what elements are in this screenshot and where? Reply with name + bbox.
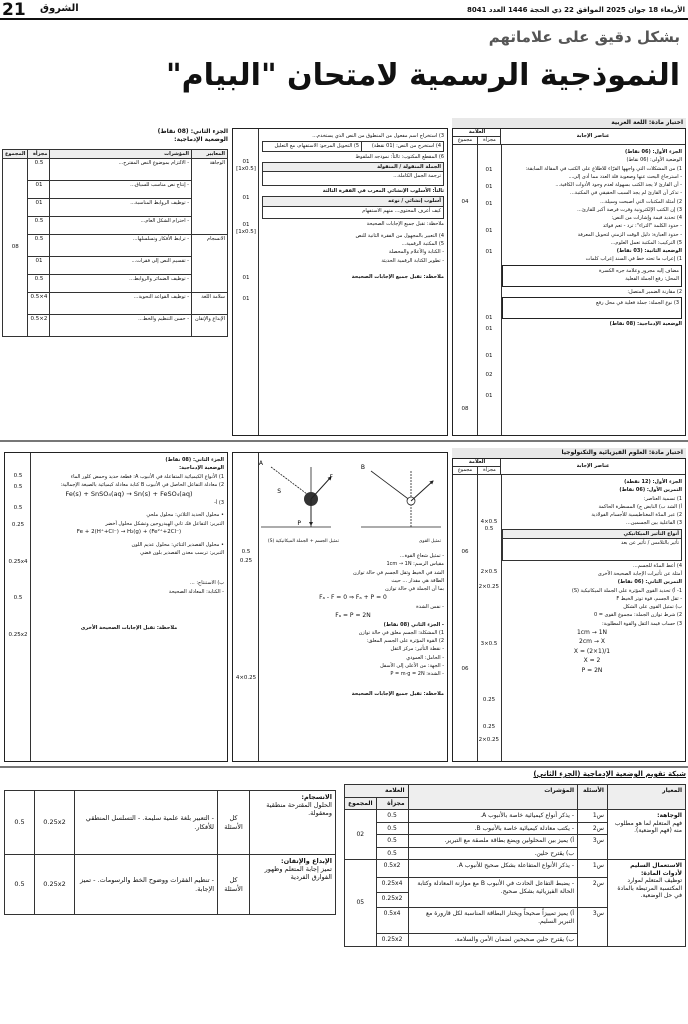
grading-mark: 0.5 <box>28 235 50 257</box>
mark: 0.25 <box>239 557 253 564</box>
grid-indicator: - تنظيم الفقرات ووضوح الخط والرسومات. - تميز الإجابة. <box>75 855 218 915</box>
mark: 0.5 <box>13 483 23 490</box>
mid-line: - الجهة: من الأعلى إلى الأسفل <box>380 662 444 669</box>
grid-main <box>344 784 686 947</box>
left-line: 2) معادلة التفاعل الحاصل في الأنبوب B كتابة معادلة كيميائية بالصيغة الإجمالية: <box>60 481 224 488</box>
mark: 0.5 <box>13 473 23 479</box>
mid-line: 2) القوة المؤثرة على الجسم المعلق: <box>366 638 444 644</box>
mid-line: - الشدة: P = m·g = 2N <box>390 671 444 677</box>
physics-partial-header: مجزأة <box>477 467 501 475</box>
grid-indicator: أ) يميز بين المحلولين ويضع بطاقة ملصقة مع التبرير. <box>408 835 577 848</box>
grid-mark: 0.5x2 <box>376 860 408 878</box>
mark: [1x0.5] <box>236 228 256 235</box>
physics-answer-lines <box>502 479 682 676</box>
grading-mark: 0.5 <box>28 217 50 235</box>
physics-total-header: مجموع <box>453 467 477 475</box>
grading-header: مجزأة <box>28 150 50 159</box>
force-diagram <box>258 457 445 543</box>
grading-header: المجموع <box>3 150 28 159</box>
grid-question: س3 <box>578 908 608 947</box>
label-a: A <box>258 460 263 467</box>
physics-left-column <box>4 452 228 762</box>
grid-criterion: الانسجام: الحلول المقترحة منطقية ومعقولة. <box>250 791 336 855</box>
left-equation: Fe + 2(H⁺+Cl⁻) → H₂(g) + (Fe²⁺+2Cl⁻) <box>76 528 182 535</box>
physics-left-marks <box>7 473 29 639</box>
mark: 0.25×2 <box>478 583 499 590</box>
physics-calc: 1cm → 1N <box>576 628 608 636</box>
answer-line: - استرجاع البحث عنها وصعوبة قلة العدد مما أدى إلى... <box>568 173 682 180</box>
part1-title: الجزء الأول: (06 نقاط) <box>624 149 682 155</box>
grid-indicator: - يكتب معادلة كيميائية خاصة بالأنبوب B. <box>408 822 577 835</box>
answer-line: الوضعية الأولى: (06 نقاط) <box>626 157 682 164</box>
mid-line: 6) المقطع المكتوب: ثالثاً: نموذجه الملفوظ <box>355 153 444 160</box>
physics-left-lines <box>34 457 224 633</box>
grading-indicator: - احترام الشكل العام... <box>50 217 192 235</box>
answer-line: - حدود الكلمة "الثراء": ترد - تعم فوائد <box>602 223 682 230</box>
answer-line: الوضعية الثانية: (03 نقاط) <box>616 248 682 254</box>
answer-line: 2) أمثلة المكتبات التي أصبحت وسيلة... <box>600 198 682 205</box>
grid-indicator: - التعبير بلغة علمية سليمة. - التسلسل المنطقي للأفكار. <box>75 791 218 855</box>
physics-effect-table <box>502 529 682 561</box>
mid-line: - نفس الشدة <box>416 603 444 610</box>
grid-header: المعيار <box>608 785 686 810</box>
answer-line: 2) مقارنة الضمير المتصل: <box>627 289 682 295</box>
physics-line: 3) حساب قيمة الثقل والقوة المطلوبة: <box>601 620 682 627</box>
evaluation-grid <box>344 784 686 947</box>
left-title: الجزء الثاني: (08 نقاط) <box>157 128 228 135</box>
newspaper-logo: الشروق <box>40 3 79 14</box>
mid-table-1 <box>262 141 444 151</box>
grading-mark: 01 <box>28 181 50 199</box>
total-mark: 04 <box>461 199 469 205</box>
grid-mark: 0.25x2 <box>376 934 408 947</box>
grid-question: س3 <box>578 835 608 860</box>
grading-indicator: - ترابط الأفكار وتسلسلها... <box>50 235 192 257</box>
grid-mark: 0.25x2 <box>376 893 408 908</box>
grading-header: المعايير <box>192 150 228 159</box>
grading-criterion: الإبداع والإتقان <box>192 315 228 337</box>
mid-line: ثالثاً: الأسلوب الإنشائي المعرب في الفقرة الثالثة <box>322 188 444 194</box>
mark: 01 <box>485 183 493 190</box>
mid-line: ملاحظة: تقبل جميع الإجابات الصحيحة <box>351 273 444 280</box>
grid-question: س1 <box>578 810 608 823</box>
grading-indicator: - توظيف الروابط المناسبة... <box>50 199 192 217</box>
grid-total: 02 <box>345 810 377 860</box>
arabic-partial-marks <box>479 159 499 400</box>
grid-criterion: الوجاهة: فهم المتعلم لما هو مطلوب منه (فهم الوضعية). <box>608 810 686 860</box>
mark: 0.25x4 <box>8 558 28 565</box>
mid-line: مقياس الرسم: 1cm → 1N <box>386 561 444 568</box>
grid-header: المجموع <box>345 797 377 810</box>
left-sub: الوضعية الإدماجية: <box>179 465 224 472</box>
physics-calc: X = (2×1)/1 <box>573 647 611 655</box>
mid-line: - الحامل: العمودي <box>406 654 444 661</box>
headline-kicker: بشكل دقيق على علاماتهم <box>488 28 680 46</box>
grid-criterion: الإبداع والإتقان: تميز إجابة المتعلم وظهور الفوارق الفردية <box>250 855 336 915</box>
left-sub: الوضعية الإدماجية: <box>174 135 228 143</box>
mark: 01 <box>485 227 493 234</box>
mid-formula: Fₐ - F = 0 ⇒ Fₐ + P = 0 <box>319 594 387 602</box>
grading-indicator: - حسن التنظيم والخط... <box>50 315 192 337</box>
physics-answer-table <box>452 458 686 762</box>
label-f: F <box>329 474 333 481</box>
grid-indicator: - يذكر الأنواع المتفاعلة بشكل صحيح للأنبوب A. <box>408 860 577 878</box>
arabic-left-column <box>2 128 228 337</box>
mid-line: 4) التعبير بالمجهول من الفقرة الثانية للنص <box>355 232 444 239</box>
evaluation-grid-side <box>4 790 336 915</box>
physics-line: ب) تمثيل القوى على الشكل <box>623 604 682 610</box>
headline-title: النموذجية الرسمية لامتحان "البيام" <box>166 58 680 93</box>
answer-line: - أن القارئ لا يجد الكتب بسهولة لعدم وجود الأدوات الكافية... <box>555 182 682 188</box>
grading-total: 08 <box>3 159 28 337</box>
mid-line: ملاحظة: تقبل جميع الإجابات الصحيحة <box>366 220 444 227</box>
grading-criterion: الانسجام <box>192 235 228 293</box>
grading-indicator: - إنتاج نص مناسب للسياق... <box>50 181 192 199</box>
grid-mark: 0.5 <box>376 835 408 848</box>
arabic-answer-lines <box>502 149 682 330</box>
force-vector-f <box>411 481 433 501</box>
arabic-mid-lines <box>262 133 444 282</box>
grid-mark: 0.25x4 <box>376 878 408 893</box>
mid-cell: الجملة المنقولة / المنقولة <box>263 162 444 171</box>
label-p: P <box>297 520 301 527</box>
arabic-total-marks <box>455 199 475 413</box>
grid-side <box>4 790 336 915</box>
grid-indicator: أ) يميز تمييزاً صحيحاً ويختار البطاقة المناسبة لكل قارورة مع التبرير السليم. <box>408 908 577 934</box>
physics-line: 2) عبر المدّة المغناطيسية للأجسام الفولاذية <box>591 512 682 518</box>
grading-mark: 2×0.5 <box>28 315 50 337</box>
physics-line: 4) أعط المدّة للجسم... <box>632 562 682 569</box>
mid-cell: أسلوب إنشائي / نوعه <box>263 197 444 206</box>
string-line <box>371 471 411 501</box>
grading-mark: 0.5 <box>28 275 50 293</box>
grading-mark: 0.5 <box>28 159 50 181</box>
grid-indicator: ب) يقترح حلين. <box>408 847 577 860</box>
mid-line: - نقطة التأثير: مركز الثقل <box>390 646 444 653</box>
mark: 0.25×2 <box>478 737 499 744</box>
mid-line: الطاقة هي مقدار ... حيث <box>391 577 444 584</box>
label-b: B <box>360 464 365 471</box>
mark: 0.25 <box>11 521 25 528</box>
grading-criterion: سلامة اللغة <box>192 293 228 315</box>
mid-line: 1) المشكلة: الجسم معلق في حالة توازن <box>358 629 444 636</box>
mark: 01 <box>242 194 250 201</box>
grid-header: الأسئلة <box>578 785 608 810</box>
left-equation: Fe(s) + SnSO₄(aq) → Sn(s) + FeSO₄(aq) <box>65 490 193 498</box>
mid-cell: 5) التحويل المرجو: الاستفهام، مع التعليل <box>263 142 362 151</box>
physics-mid-marks <box>235 549 257 682</box>
grid-indicator: - يضبط التفاعل الحادث في الأنبوب B مع موازنة المعادلة وكتابة الحالة الفيزيائية بشكل صحيح. <box>408 878 577 908</box>
answer-line: 4) تحديد قيمة وإشارات من النص: <box>611 215 682 221</box>
mark: 01 <box>485 248 493 255</box>
left-line: 1) الأنواع الكيميائية المتفاعلة في الأنبوب A: قطعة حديد وحمض كلور الماء <box>70 473 224 480</box>
left-line: • محلول الحديد الثلاثي: محلول ملحي <box>146 512 224 519</box>
mark-header: العلامة <box>453 129 501 137</box>
grid-question: س2 <box>578 822 608 835</box>
physics-answer-header: عناصر الإجابة <box>500 459 685 475</box>
grid-mark: 0.5x4 <box>376 908 408 934</box>
answer-line: الوضعية الإدماجية: (08 نقاط) <box>609 321 682 328</box>
mid-line: 3) استخراج اسم مفعول من المنطوق من النص الذي يستخدم... <box>312 133 444 139</box>
physics-cell: تأثير بالتلامس / تأثير عن بعد <box>503 538 682 560</box>
mark: 01 <box>485 353 493 360</box>
grid-mark: 0.25x2 <box>35 855 75 915</box>
left-line: ب) الاستنتاج: ... <box>190 580 224 587</box>
total-mark: 06 <box>461 665 469 672</box>
mark: 0.5 <box>13 504 23 511</box>
grid-indicator: - يذكر أنواع كيميائية خاصة بالأنبوب A. <box>408 810 577 823</box>
physics-line: 3) الفاعلية بين الجسمين... <box>626 520 682 527</box>
label-s: S <box>277 488 281 495</box>
physics-calc: 2cm → X <box>579 638 605 646</box>
grid-header: المؤشرات <box>408 785 577 810</box>
answer-line: مضاف إليه مجرور وعلامة جره الكسرة <box>599 267 679 274</box>
mark: 02 <box>485 372 493 378</box>
answer-line: 3) نوع الجملة: جملة فعلية في محل رفع <box>596 300 679 307</box>
mid-line: بما أن الجملة في حالة توازن <box>384 586 444 592</box>
left-line: التبرير: التفاعل فك ثاني الهيدروجين وتشكل محلول أخضر <box>105 520 224 527</box>
physics-line: أمثلة عن تأثيرات الإجابة الصحيحة الأخرى <box>597 571 682 577</box>
physics-line: التمرين الأول: (06 نقاط) <box>619 487 682 494</box>
mid-cell: 4) استخرج من النص: (01 نقطة) <box>362 142 444 151</box>
grid-mark: 0.25x2 <box>35 791 75 855</box>
mark: 0.5 <box>241 549 251 555</box>
grid-question: س2 <box>578 878 608 908</box>
mark: [1x0.5] <box>236 165 256 172</box>
physics-line: 1) تسمية العناصر: <box>643 495 682 502</box>
grading-mark: 01 <box>28 257 50 275</box>
left-line: - الكتابة: المعادلة الصحيحة <box>168 588 224 595</box>
physics-line: 1- أ) تحديد القوى المؤثرة على الجملة الميكانيكية (S) <box>571 587 682 594</box>
mark: 0.5×2 <box>480 568 498 575</box>
grading-mark: 01 <box>28 199 50 217</box>
physics-calc: P = 2N <box>581 666 603 674</box>
total-header: مجموع <box>453 137 477 145</box>
physics-line: التمرين الثاني: (06 نقاط) <box>617 579 682 586</box>
grid-header: مجزأة <box>376 797 408 810</box>
answer-line: 1) إعراب ما تحته خط في السند إعراب كلمات <box>585 256 682 263</box>
physics-partial-marks <box>479 519 499 744</box>
physics-part1-title: الجزء الأول: (12 نقطة) <box>624 479 682 485</box>
mid-formula: Fₐ = P = 2N <box>335 612 371 619</box>
mark: 01 <box>485 200 493 207</box>
grading-indicator: - توظيف القواعد النحوية... <box>50 293 192 315</box>
mark: 0.5×4 <box>480 519 498 525</box>
left-title: الجزء الثاني: (08 نقاط) <box>165 457 224 463</box>
grading-indicator: - توظيف الضمائر والروابط... <box>50 275 192 293</box>
mid-line: ملاحظة: تقبل جميع الإجابات الصحيحة <box>351 691 444 698</box>
mark: 01 <box>242 221 250 228</box>
arabic-answer-table <box>452 128 686 436</box>
mid-cell: كيف أعرف المحتوى... منهم الاستفهام <box>263 206 444 218</box>
answer-line: 1) من المشكلات التي واجهها القرّاء للاطلاع على الكتب في المقالة السابقة: <box>525 165 682 172</box>
grid-indicator: ب) يقترح حلين صحيحين لضمان الأمن والسلامة. <box>408 934 577 947</box>
grid-title: شبكة تقويم الوضعية الإدماجية (الجزء الثاني) <box>533 770 686 778</box>
page-number: 21 <box>2 0 26 20</box>
mid-table-3 <box>262 196 444 218</box>
mark: 0.5×3 <box>480 640 498 647</box>
mark: 01 <box>485 167 493 173</box>
physics-mid-lines <box>262 553 444 700</box>
grid-question: كل الأسئلة <box>218 855 250 915</box>
grid-mark: 0.5 <box>376 847 408 860</box>
mid-cell: ترجمة الجمل الكاملة... <box>263 172 444 186</box>
physics-line: - ثقل الجسم، قوة توتر الخيط F <box>616 595 682 602</box>
mark: 0.25 <box>482 697 496 704</box>
total-mark: 08 <box>461 405 469 412</box>
mid-line: - تطوير الكتابة الرقمية الحديثة <box>381 257 444 264</box>
section-divider <box>0 440 688 442</box>
grid-total: 0.5 <box>5 855 35 915</box>
mark: 0.25×4 <box>235 674 257 681</box>
mark: 0.25x2 <box>8 632 28 639</box>
answer-line: المحل: رفع الجملة الفعلية <box>625 275 679 282</box>
physics-cell: أنواع التأثير الميكانيكي <box>503 529 682 538</box>
left-line: • محلول القصدير الثنائي: محلول عديم اللون <box>131 541 224 548</box>
arabic-section-bar: اختبار مادة: اللغة العربية <box>452 118 686 128</box>
answer-key-header: عناصر الإجابة <box>500 129 685 145</box>
physics-calc: X = 2 <box>583 657 601 665</box>
mark: 01 <box>485 315 493 322</box>
force-vector-f <box>311 477 331 499</box>
arabic-mid-marks <box>235 159 257 303</box>
physics-line: 2) شرط توازن الجملة: مجموع القوى = 0 <box>593 612 682 619</box>
mark: 0.5 <box>13 595 23 602</box>
physics-middle-column <box>232 452 448 762</box>
grid-total: 0.5 <box>5 791 35 855</box>
mark: 01 <box>485 326 493 333</box>
left-line: التبرير: ترسب معدن القصدير بلون فضي <box>140 550 224 556</box>
grid-criterion: الاستعمال السليم لأدوات المادة: توظيف المتعلم لموارد المكتسبة المرتبطة بالمادة في حل الوضعية. <box>608 860 686 947</box>
grading-indicator: - تقسيم النص إلى فقرات... <box>50 257 192 275</box>
mid-line: - الكتابة والأعلام والمحصلة <box>388 249 444 256</box>
mid-line: - تمثيل شعاع القوة... <box>399 553 444 559</box>
physics-mark-header: العلامة <box>453 459 501 467</box>
answer-line: - تذكر أن القارئ لم يجد السبب الحقيقي في المكتبة... <box>570 190 682 197</box>
mid-table-2 <box>262 162 444 186</box>
physics-line: أ) الشد ب) النابض ج) المسطرة الحاكمة <box>598 503 682 510</box>
left-line: ملاحظة: تقبل الإجابات الصحيحة الأخرى <box>80 624 178 631</box>
partial-header: مجزأة <box>477 137 501 145</box>
grading-criterion: الوجاهة <box>192 159 228 235</box>
grid-mark: 0.5 <box>376 810 408 823</box>
answer-line: 5) التركيب: المكتبة تعمل العلوم... <box>610 239 682 246</box>
mid-line: الشد في الخيط وثقل الجسم في حالة توازن <box>353 569 444 576</box>
grid-mark: 0.5 <box>376 822 408 835</box>
arabic-middle-column <box>232 128 448 436</box>
mark: 01 <box>242 296 250 303</box>
grid-header: العلامة <box>345 785 409 798</box>
mid-line: 5) المكتبة الرقمية... <box>401 241 444 247</box>
grading-indicator: - الالتزام بموضوع النص المقترح... <box>50 159 192 181</box>
grading-mark: 4×0.5 <box>28 293 50 315</box>
total-mark: 06 <box>461 549 469 555</box>
grid-question: س1 <box>578 860 608 878</box>
answer-line: 3) إن الكتب الإلكترونية وفرت فرصة أكبر للقارئ... <box>577 206 682 213</box>
grid-question: كل الأسئلة <box>218 791 250 855</box>
mark: 01 <box>242 159 250 165</box>
answer-line: - حدود العبارة: دليل الوقت الزمني لتحويل المعرفة <box>577 231 682 238</box>
mark: 01 <box>485 392 493 399</box>
grading-header: المؤشرات <box>50 150 192 159</box>
mark: 0.25 <box>482 724 496 731</box>
mark: 0.5 <box>484 525 494 532</box>
physics-total-marks <box>455 549 475 673</box>
diagram-caption-1: تمثيل الجسم + الجملة الميكانيكية (S) <box>267 539 339 544</box>
physics-section-bar: اختبار مادة: العلوم الفيزيائية والتكنولوجيا <box>452 448 686 458</box>
left-line: 3) أ- <box>214 500 224 507</box>
section-divider <box>0 766 688 768</box>
mark: 01 <box>242 275 250 282</box>
diagram-caption-2: تمثيل القوى <box>418 539 441 544</box>
arabic-grading-table <box>2 149 228 337</box>
grid-total: 05 <box>345 860 377 947</box>
dateline: الأربعاء 18 جوان 2025 الموافق 22 ذي الحجة 1446 العدد 8041 <box>467 6 685 14</box>
mid-line: - الجزء الثاني (08 نقاط) <box>383 621 444 628</box>
